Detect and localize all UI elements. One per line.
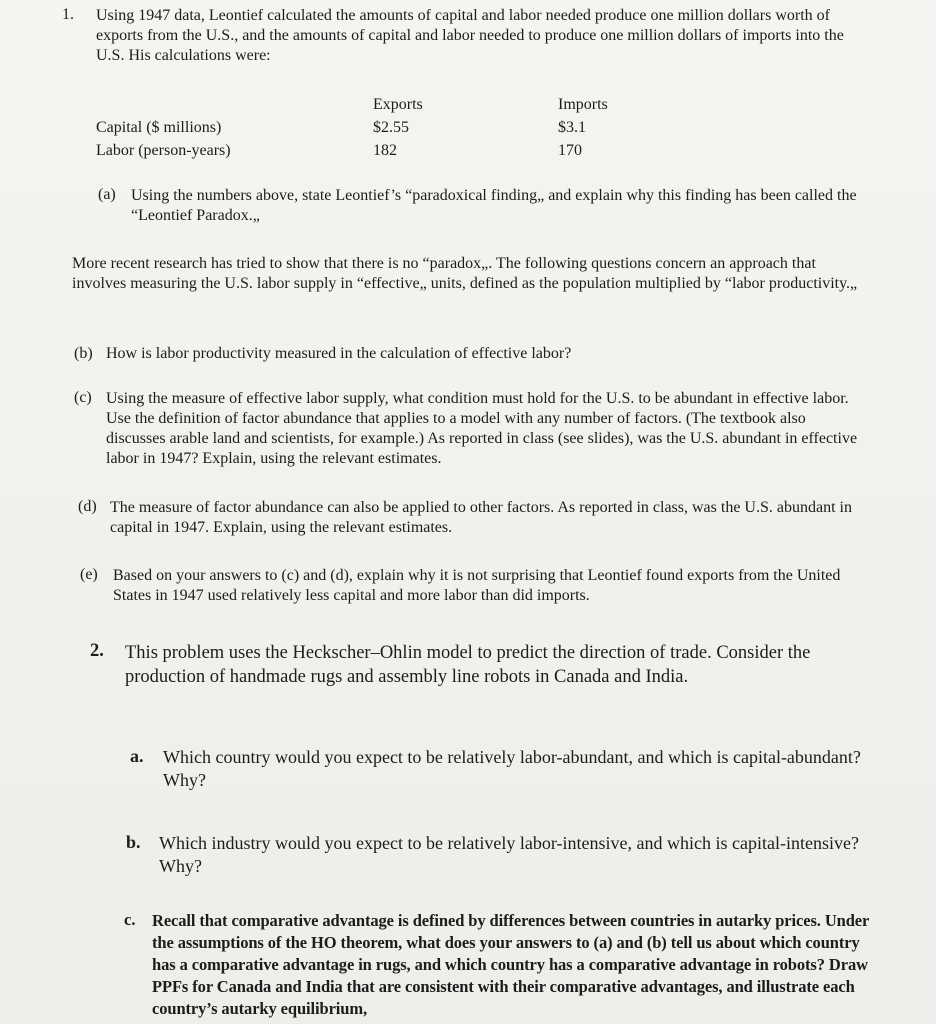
table-cell-labor-imports: 170	[558, 142, 582, 159]
question-c-label: (c)	[74, 389, 92, 406]
question-e-text: Based on your answers to (c) and (d), explain why it is not surprising that Leontief found exports from the United States in 1947 used relatively less capital and more labor than did imports.	[113, 567, 841, 604]
table-cell-labor-exports: 182	[373, 142, 397, 159]
problem-2-intro: This problem uses the Heckscher–Ohlin model to predict the direction of trade. Consider the production of handmade rugs and assembly line robots in Canada and India.	[125, 643, 811, 687]
part-b-label: b.	[126, 832, 141, 852]
part-a-label: a.	[130, 746, 144, 766]
part-a-text: Which country would you expect to be relatively labor-abundant, and which is capital-abundant? Why?	[163, 747, 861, 790]
table-cell-capital-exports: $2.55	[373, 119, 409, 136]
part-b-text: Which industry would you expect to be relatively labor-intensive, and which is capital-intensive? Why?	[159, 833, 859, 876]
question-b-label: (b)	[74, 345, 93, 362]
table-row-labor-label: Labor (person-years)	[96, 142, 231, 159]
question-a-label: (a)	[98, 186, 116, 203]
table-header-exports: Exports	[373, 96, 423, 113]
problem-2-number: 2.	[90, 641, 104, 661]
question-b-text: How is labor productivity measured in the calculation of effective labor?	[106, 345, 572, 362]
part-c-text: Recall that comparative advantage is defined by differences between countries in autarky prices. Under the assumptions of the HO theorem, what does your answers to (a) and (b) tell us about which country has a comparative advantage in rugs, and which country has a comparative advantage in robots? Draw PPFs for Canada and India that are consistent with their comparative advantages, and illustrate each country’s autarky equilibrium,	[152, 911, 869, 1018]
question-d-label: (d)	[78, 498, 97, 515]
table-row-capital-label: Capital ($ millions)	[96, 119, 222, 136]
problem-1-intro: Using 1947 data, Leontief calculated the amounts of capital and labor needed produce one million dollars worth of exports from the U.S., and the amounts of capital and labor needed to produce one million dollars of imports into the U.S. His calculations were:	[96, 7, 844, 64]
problem-1-number: 1.	[62, 6, 74, 23]
part-c-label: c.	[124, 910, 136, 929]
question-d-text: The measure of factor abundance can also be applied to other factors. As reported in class, was the U.S. abundant in capital in 1947. Explain, using the relevant estimates.	[110, 499, 852, 536]
research-paragraph: More recent research has tried to show that there is no “paradox„. The following questions concern an approach that involves measuring the U.S. labor supply in “effective„ units, defined as the population multiplied by “labor productivity.„	[72, 255, 858, 292]
question-a-text: Using the numbers above, state Leontief’s “paradoxical finding„ and explain why this finding has been called the “Leontief Paradox.„	[131, 187, 857, 224]
table-cell-capital-imports: $3.1	[558, 119, 586, 136]
table-header-imports: Imports	[558, 96, 608, 113]
question-c-text: Using the measure of effective labor supply, what condition must hold for the U.S. to be abundant in effective labor. Use the definition of factor abundance that applies to a model with any number of factors. (The textbook also discusses arable land and scientists, for example.) As reported in class (see slides), was the U.S. abundant in effective labor in 1947? Explain, using the relevant estimates.	[106, 390, 858, 467]
question-e-label: (e)	[80, 566, 98, 583]
